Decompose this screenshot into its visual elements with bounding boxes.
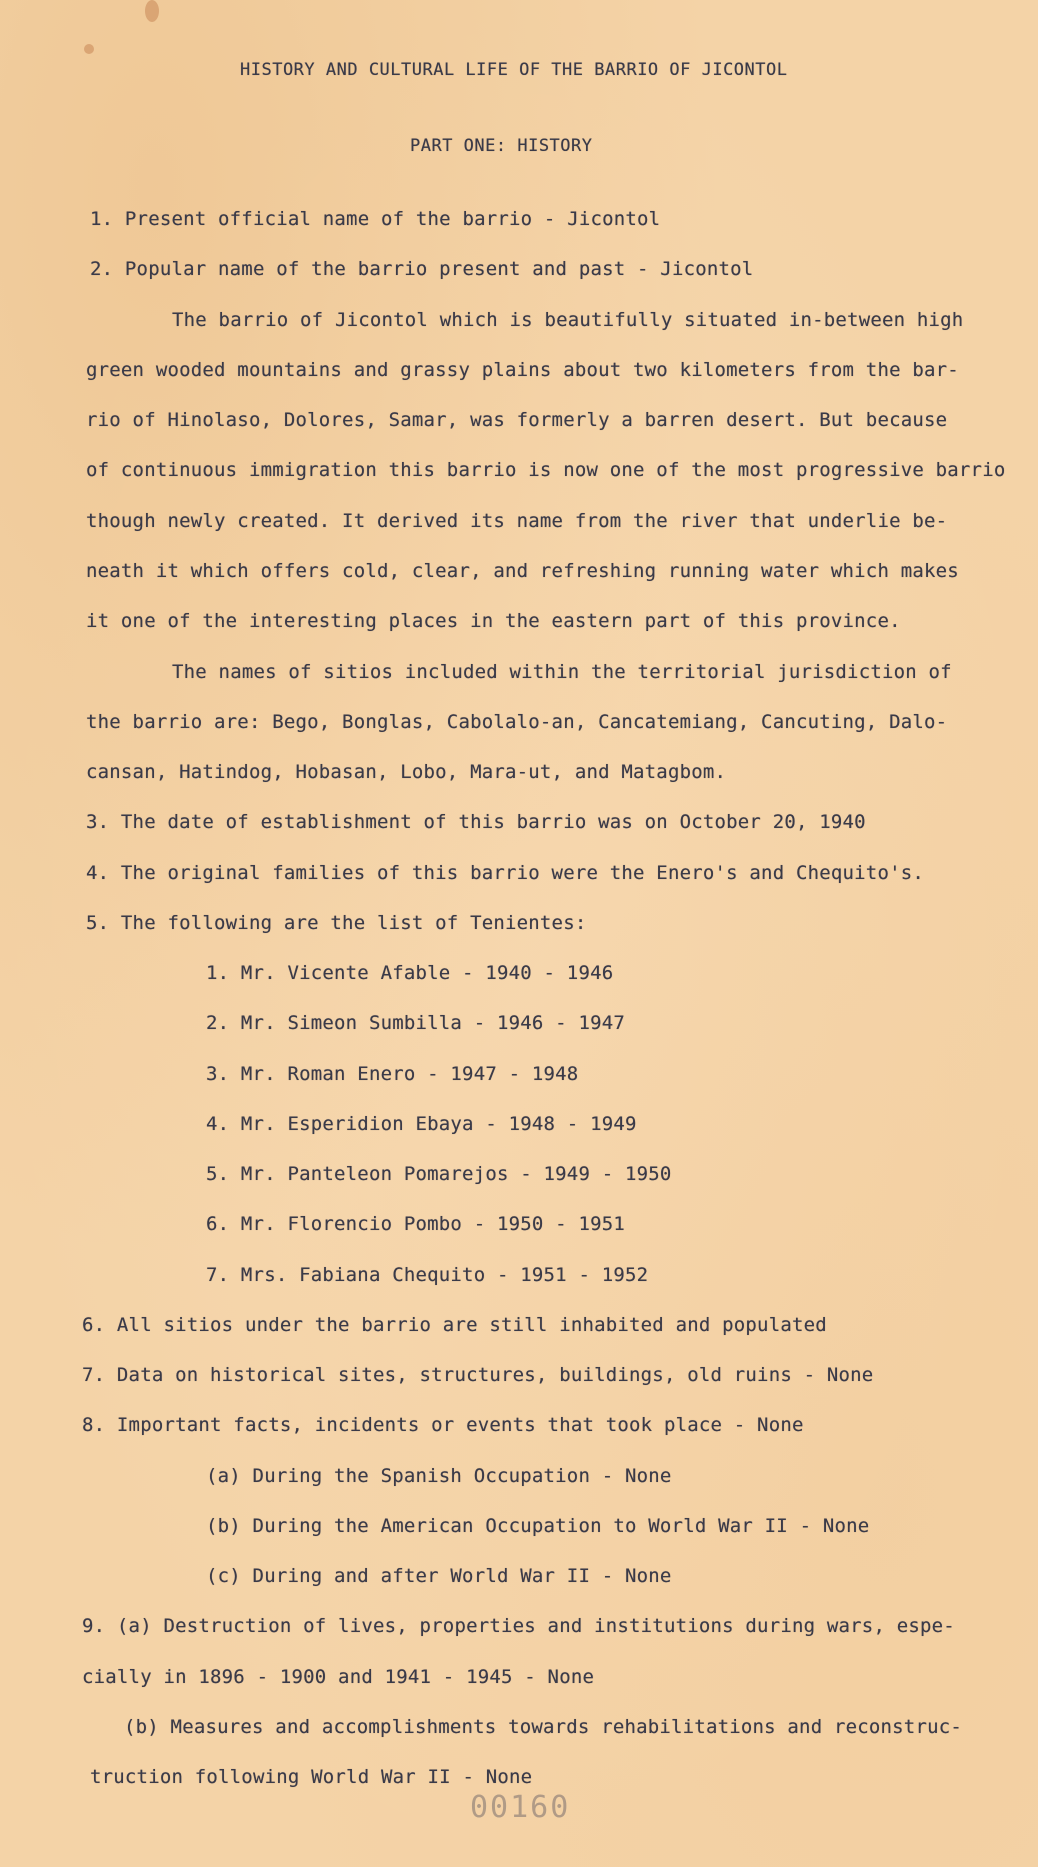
teniente-entry: 1. Mr. Vicente Afable - 1940 - 1946 [206, 962, 614, 984]
paragraph-1-line: it one of the interesting places in the eastern part of this province. [86, 610, 901, 632]
teniente-entry: 5. Mr. Panteleon Pomarejos - 1949 - 1950 [206, 1163, 672, 1185]
item-9a-line: 9. (a) Destruction of lives, properties and institutions during wars, espe- [82, 1615, 955, 1637]
item-2: 2. Popular name of the barrio present and past - Jicontol [90, 258, 754, 280]
stain-mark [84, 44, 94, 54]
item-9a-line: cially in 1896 - 1900 and 1941 - 1945 - None [82, 1666, 595, 1688]
paragraph-1-line: neath it which offers cold, clear, and refreshing running water which makes [86, 560, 959, 582]
paragraph-2-line: cansan, Hatindog, Hobasan, Lobo, Mara-ut, and Matagbom. [86, 761, 727, 783]
item-8: 8. Important facts, incidents or events that took place - None [82, 1414, 804, 1436]
document-title: HISTORY AND CULTURAL LIFE OF THE BARRIO OF JICONTOL [240, 60, 788, 80]
item-4: 4. The original families of this barrio were the Enero's and Chequito's. [86, 862, 925, 884]
item-8-sub: (c) During and after World War II - None [206, 1565, 672, 1587]
paragraph-1-line: rio of Hinolaso, Dolores, Samar, was formerly a barren desert. But because [86, 409, 948, 431]
teniente-entry: 7. Mrs. Fabiana Chequito - 1951 - 1952 [206, 1264, 649, 1286]
paragraph-2-line: the barrio are: Bego, Bonglas, Cabolalo-an, Cancatemiang, Cancuting, Dalo- [86, 711, 948, 733]
teniente-entry: 6. Mr. Florencio Pombo - 1950 - 1951 [206, 1213, 626, 1235]
paragraph-1-line: though newly created. It derived its name from the river that underlie be- [86, 510, 948, 532]
item-7: 7. Data on historical sites, structures, buildings, old ruins - None [82, 1364, 874, 1386]
item-9b-line: (b) Measures and accomplishments towards rehabilitations and reconstruc- [124, 1716, 963, 1738]
item-1: 1. Present official name of the barrio - Jicontol [90, 208, 661, 230]
document-subtitle: PART ONE: HISTORY [410, 136, 593, 156]
item-3: 3. The date of establishment of this barrio was on October 20, 1940 [86, 811, 866, 833]
paragraph-1-line: green wooded mountains and grassy plains about two kilometers from the bar- [86, 359, 959, 381]
paragraph-1-line: The barrio of Jicontol which is beautifully situated in-between high [172, 309, 964, 331]
item-8-sub: (b) During the American Occupation to World War II - None [206, 1515, 870, 1537]
page-number-stamp: 00160 [470, 1790, 571, 1825]
teniente-entry: 4. Mr. Esperidion Ebaya - 1948 - 1949 [206, 1113, 637, 1135]
item-5: 5. The following are the list of Tenientes: [86, 912, 587, 934]
item-8-sub: (a) During the Spanish Occupation - None [206, 1465, 672, 1487]
stain-mark [145, 0, 159, 22]
item-9b-line: truction following World War II - None [90, 1766, 533, 1788]
teniente-entry: 2. Mr. Simeon Sumbilla - 1946 - 1947 [206, 1012, 626, 1034]
paragraph-1-line: of continuous immigration this barrio is now one of the most progressive barrio [86, 459, 1006, 481]
paragraph-2-line: The names of sitios included within the territorial jurisdiction of [172, 661, 952, 683]
item-6: 6. All sitios under the barrio are still inhabited and populated [82, 1314, 827, 1336]
teniente-entry: 3. Mr. Roman Enero - 1947 - 1948 [206, 1063, 579, 1085]
